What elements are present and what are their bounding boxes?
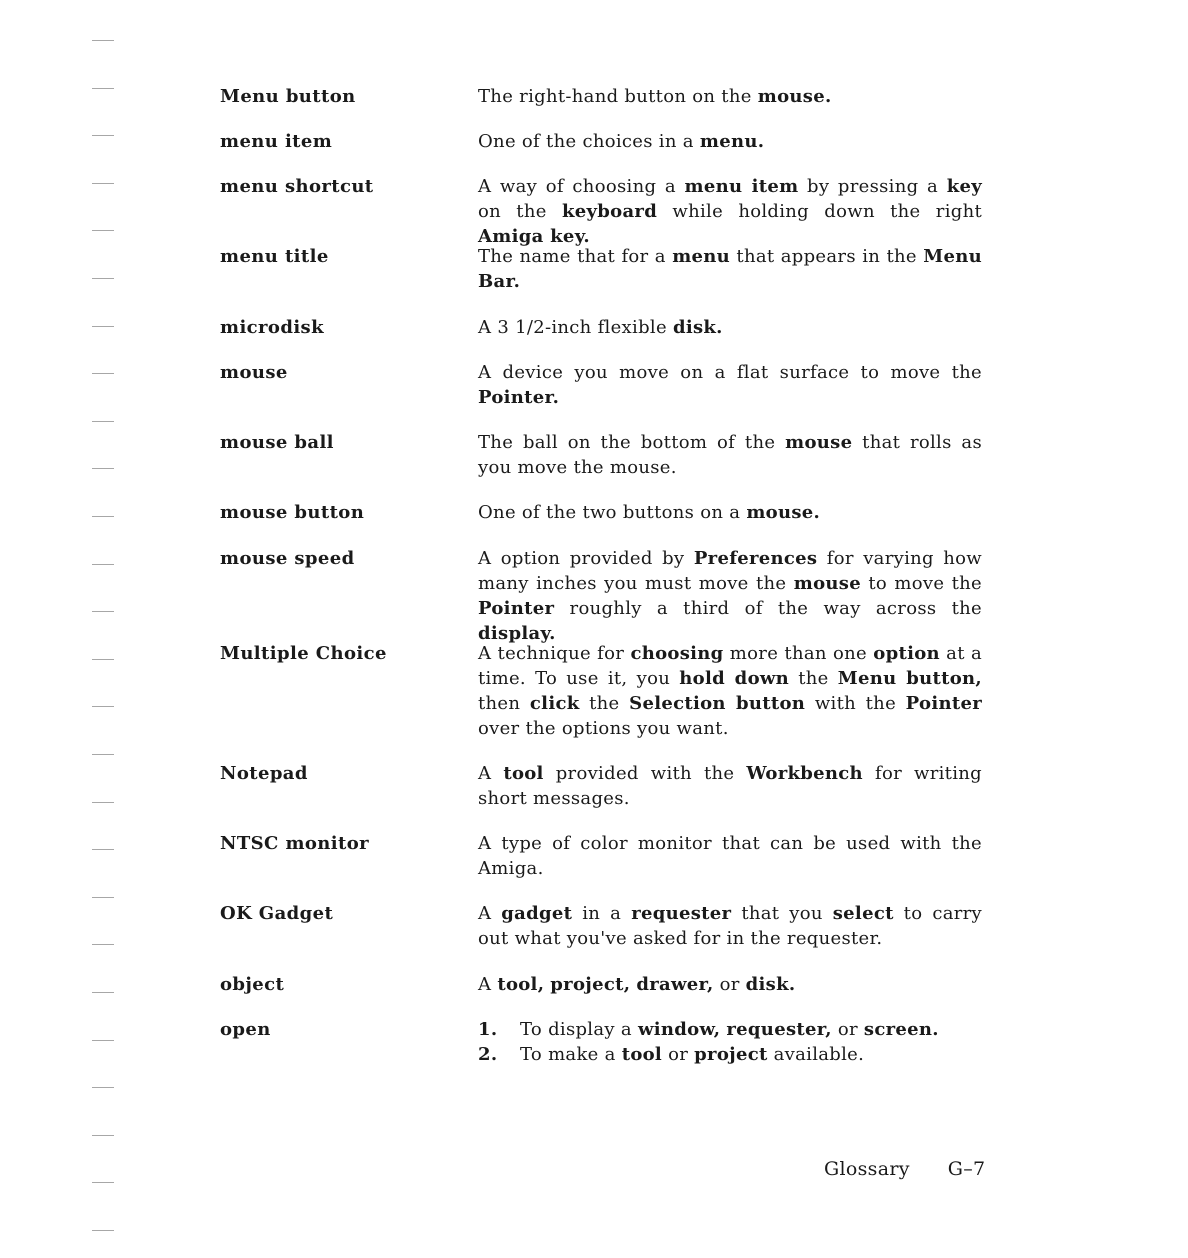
glossary-definition xyxy=(478,1017,982,1067)
definition-text: The name that for a xyxy=(478,246,673,267)
binding-tick xyxy=(92,421,114,422)
binding-tick xyxy=(92,849,114,850)
definition-keyword: requester xyxy=(631,903,732,924)
definition-text: One of the choices in a xyxy=(478,131,700,152)
definition-text: over the options you want. xyxy=(478,718,729,739)
definition-text: A option provided by xyxy=(478,548,694,569)
glossary-definition xyxy=(478,546,982,646)
glossary-entry xyxy=(220,761,982,811)
definition-keyword: project xyxy=(694,1044,768,1065)
definition-text: A type of color monitor that can be used with the Amiga. xyxy=(478,833,982,879)
definition-text: more than one xyxy=(723,643,874,664)
definition-text: that rolls as you move the mouse. xyxy=(478,432,983,478)
definition-keyword: mouse. xyxy=(757,86,832,107)
glossary-entry xyxy=(220,972,982,997)
definition-text: The ball on the bottom of the xyxy=(478,432,786,453)
definition-text: The right-hand button on the xyxy=(478,86,758,107)
glossary-term: menu shortcut xyxy=(220,176,374,197)
definition-keyword: tool, xyxy=(497,974,545,995)
page-number: G–7 xyxy=(947,1158,986,1180)
binding-margin xyxy=(88,30,118,1250)
glossary-definition xyxy=(478,500,982,525)
definition-keyword: disk. xyxy=(672,317,723,338)
definition-text: A xyxy=(478,903,502,924)
definition-text: the xyxy=(579,693,630,714)
glossary-entry xyxy=(220,546,982,646)
definition-keyword: mouse xyxy=(793,573,861,594)
binding-tick xyxy=(92,516,114,517)
glossary-term: Menu button xyxy=(220,86,356,107)
definition-keyword: disk. xyxy=(745,974,796,995)
definition-keyword: project, xyxy=(550,974,631,995)
glossary-term: Multiple Choice xyxy=(220,643,387,664)
binding-tick xyxy=(92,992,114,993)
glossary-term: microdisk xyxy=(220,317,324,338)
glossary-term: mouse xyxy=(220,362,288,383)
binding-tick xyxy=(92,706,114,707)
binding-tick xyxy=(92,468,114,469)
definition-text: in a xyxy=(572,903,632,924)
glossary-term: open xyxy=(220,1019,271,1040)
glossary-term: NTSC monitor xyxy=(220,833,370,854)
glossary-definition xyxy=(478,430,982,480)
binding-tick xyxy=(92,1182,114,1183)
binding-tick xyxy=(92,564,114,565)
binding-tick xyxy=(92,1230,114,1231)
glossary-definition xyxy=(478,174,982,249)
definition-text: to move the xyxy=(860,573,982,594)
glossary-definition xyxy=(478,244,982,294)
definition-text: that you xyxy=(731,903,833,924)
glossary-entry xyxy=(220,360,982,410)
binding-tick xyxy=(92,135,114,136)
definition-list-item xyxy=(478,1017,982,1042)
definition-list-item xyxy=(478,1042,982,1067)
definition-text: or xyxy=(713,974,746,995)
definition-text: One of the two buttons on a xyxy=(478,502,747,523)
list-item-number: 1. xyxy=(478,1019,498,1040)
glossary-entry xyxy=(220,244,982,294)
glossary-entry xyxy=(220,315,982,340)
definition-text: provided with the xyxy=(543,763,747,784)
definition-keyword: tool xyxy=(503,763,544,784)
binding-tick xyxy=(92,373,114,374)
binding-tick xyxy=(92,88,114,89)
definition-text: the xyxy=(789,668,838,689)
glossary-entry xyxy=(220,84,982,109)
definition-keyword: tool xyxy=(621,1044,663,1065)
definition-text: for writing short messages. xyxy=(478,763,982,809)
binding-tick xyxy=(92,278,114,279)
binding-tick xyxy=(92,1135,114,1136)
definition-keyword: screen. xyxy=(863,1019,939,1040)
definition-keyword: Selection button xyxy=(629,693,806,714)
glossary-term: object xyxy=(220,974,285,995)
definition-keyword: requester, xyxy=(726,1019,832,1040)
definition-text: A xyxy=(478,974,498,995)
binding-tick xyxy=(92,659,114,660)
definition-text: A device you move on a flat surface to move the xyxy=(478,362,982,383)
definition-keyword: mouse. xyxy=(746,502,821,523)
glossary-definition xyxy=(478,360,982,410)
glossary-definition xyxy=(478,901,982,951)
glossary-entry xyxy=(220,641,982,741)
definition-keyword: mouse xyxy=(785,432,853,453)
glossary-term: mouse ball xyxy=(220,432,334,453)
glossary-entry xyxy=(220,1017,982,1067)
definition-keyword: Preferences xyxy=(693,548,818,569)
definition-text: by pressing a xyxy=(798,176,947,197)
list-item-number: 2. xyxy=(478,1044,498,1065)
definition-keyword: keyboard xyxy=(561,201,658,222)
definition-numbered-list xyxy=(478,1017,982,1067)
definition-keyword: option xyxy=(873,643,940,664)
definition-text: A 3 1/2-inch flexible xyxy=(478,317,673,338)
glossary-definition xyxy=(478,84,982,109)
binding-tick xyxy=(92,230,114,231)
footer-section-label: Glossary xyxy=(824,1158,910,1180)
definition-text: to carry out what you've asked for in the requester. xyxy=(478,903,983,949)
definition-text: To display a xyxy=(520,1019,638,1040)
definition-text: at a time. To use it, you xyxy=(478,643,983,689)
binding-tick xyxy=(92,40,114,41)
glossary-entry xyxy=(220,174,982,249)
binding-tick xyxy=(92,897,114,898)
glossary-term: OK Gadget xyxy=(220,903,334,924)
glossary-term: mouse button xyxy=(220,502,365,523)
definition-keyword: choosing xyxy=(630,643,724,664)
definition-keyword: Pointer xyxy=(478,598,555,619)
definition-text: that appears in the xyxy=(730,246,924,267)
definition-keyword: click xyxy=(529,693,580,714)
definition-text: A way of choosing a xyxy=(478,176,685,197)
definition-keyword: Menu Bar. xyxy=(478,246,983,292)
definition-keyword: drawer, xyxy=(636,974,714,995)
binding-tick xyxy=(92,802,114,803)
definition-text: or xyxy=(831,1019,864,1040)
binding-tick xyxy=(92,326,114,327)
binding-tick xyxy=(92,944,114,945)
definition-text: then xyxy=(478,693,530,714)
glossary-definition xyxy=(478,641,982,741)
glossary-term: Notepad xyxy=(220,763,308,784)
definition-keyword: key xyxy=(946,176,982,197)
glossary-definition xyxy=(478,972,982,997)
glossary-definition xyxy=(478,315,982,340)
definition-text: with the xyxy=(805,693,906,714)
definition-keyword: menu item xyxy=(684,176,799,197)
definition-text: roughly a third of the way across the xyxy=(554,598,982,619)
definition-keyword: Pointer. xyxy=(478,387,560,408)
definition-text: for varying how many inches you must move the xyxy=(478,548,983,594)
binding-tick xyxy=(92,611,114,612)
binding-tick xyxy=(92,1087,114,1088)
glossary-entry xyxy=(220,901,982,951)
definition-keyword: Amiga key. xyxy=(478,226,590,247)
definition-text: on the xyxy=(478,201,562,222)
glossary-entry xyxy=(220,831,982,881)
definition-keyword: Workbench xyxy=(746,763,863,784)
definition-keyword: gadget xyxy=(501,903,573,924)
binding-tick xyxy=(92,754,114,755)
glossary-term: menu item xyxy=(220,131,333,152)
definition-text: A xyxy=(478,763,504,784)
glossary-term: menu title xyxy=(220,246,329,267)
definition-text: while holding down the right xyxy=(657,201,983,222)
binding-tick xyxy=(92,1040,114,1041)
glossary-definition xyxy=(478,831,982,881)
glossary-entry xyxy=(220,129,982,154)
definition-text: or xyxy=(662,1044,695,1065)
definition-keyword: Menu button, xyxy=(837,668,982,689)
glossary-entry xyxy=(220,430,982,480)
glossary-entry xyxy=(220,500,982,525)
definition-keyword: Pointer xyxy=(905,693,983,714)
definition-keyword: menu. xyxy=(699,131,765,152)
page-footer xyxy=(824,1158,985,1180)
definition-keyword: menu xyxy=(672,246,731,267)
glossary-definition xyxy=(478,761,982,811)
definition-text: To make a xyxy=(520,1044,622,1065)
glossary-definition xyxy=(478,129,982,154)
definition-keyword: hold down xyxy=(679,668,790,689)
glossary-term: mouse speed xyxy=(220,548,355,569)
definition-text: available. xyxy=(767,1044,865,1065)
definition-keyword: window, xyxy=(637,1019,721,1040)
definition-text: A technique for xyxy=(478,643,631,664)
definition-keyword: display. xyxy=(478,623,556,644)
definition-keyword: select xyxy=(832,903,894,924)
binding-tick xyxy=(92,183,114,184)
